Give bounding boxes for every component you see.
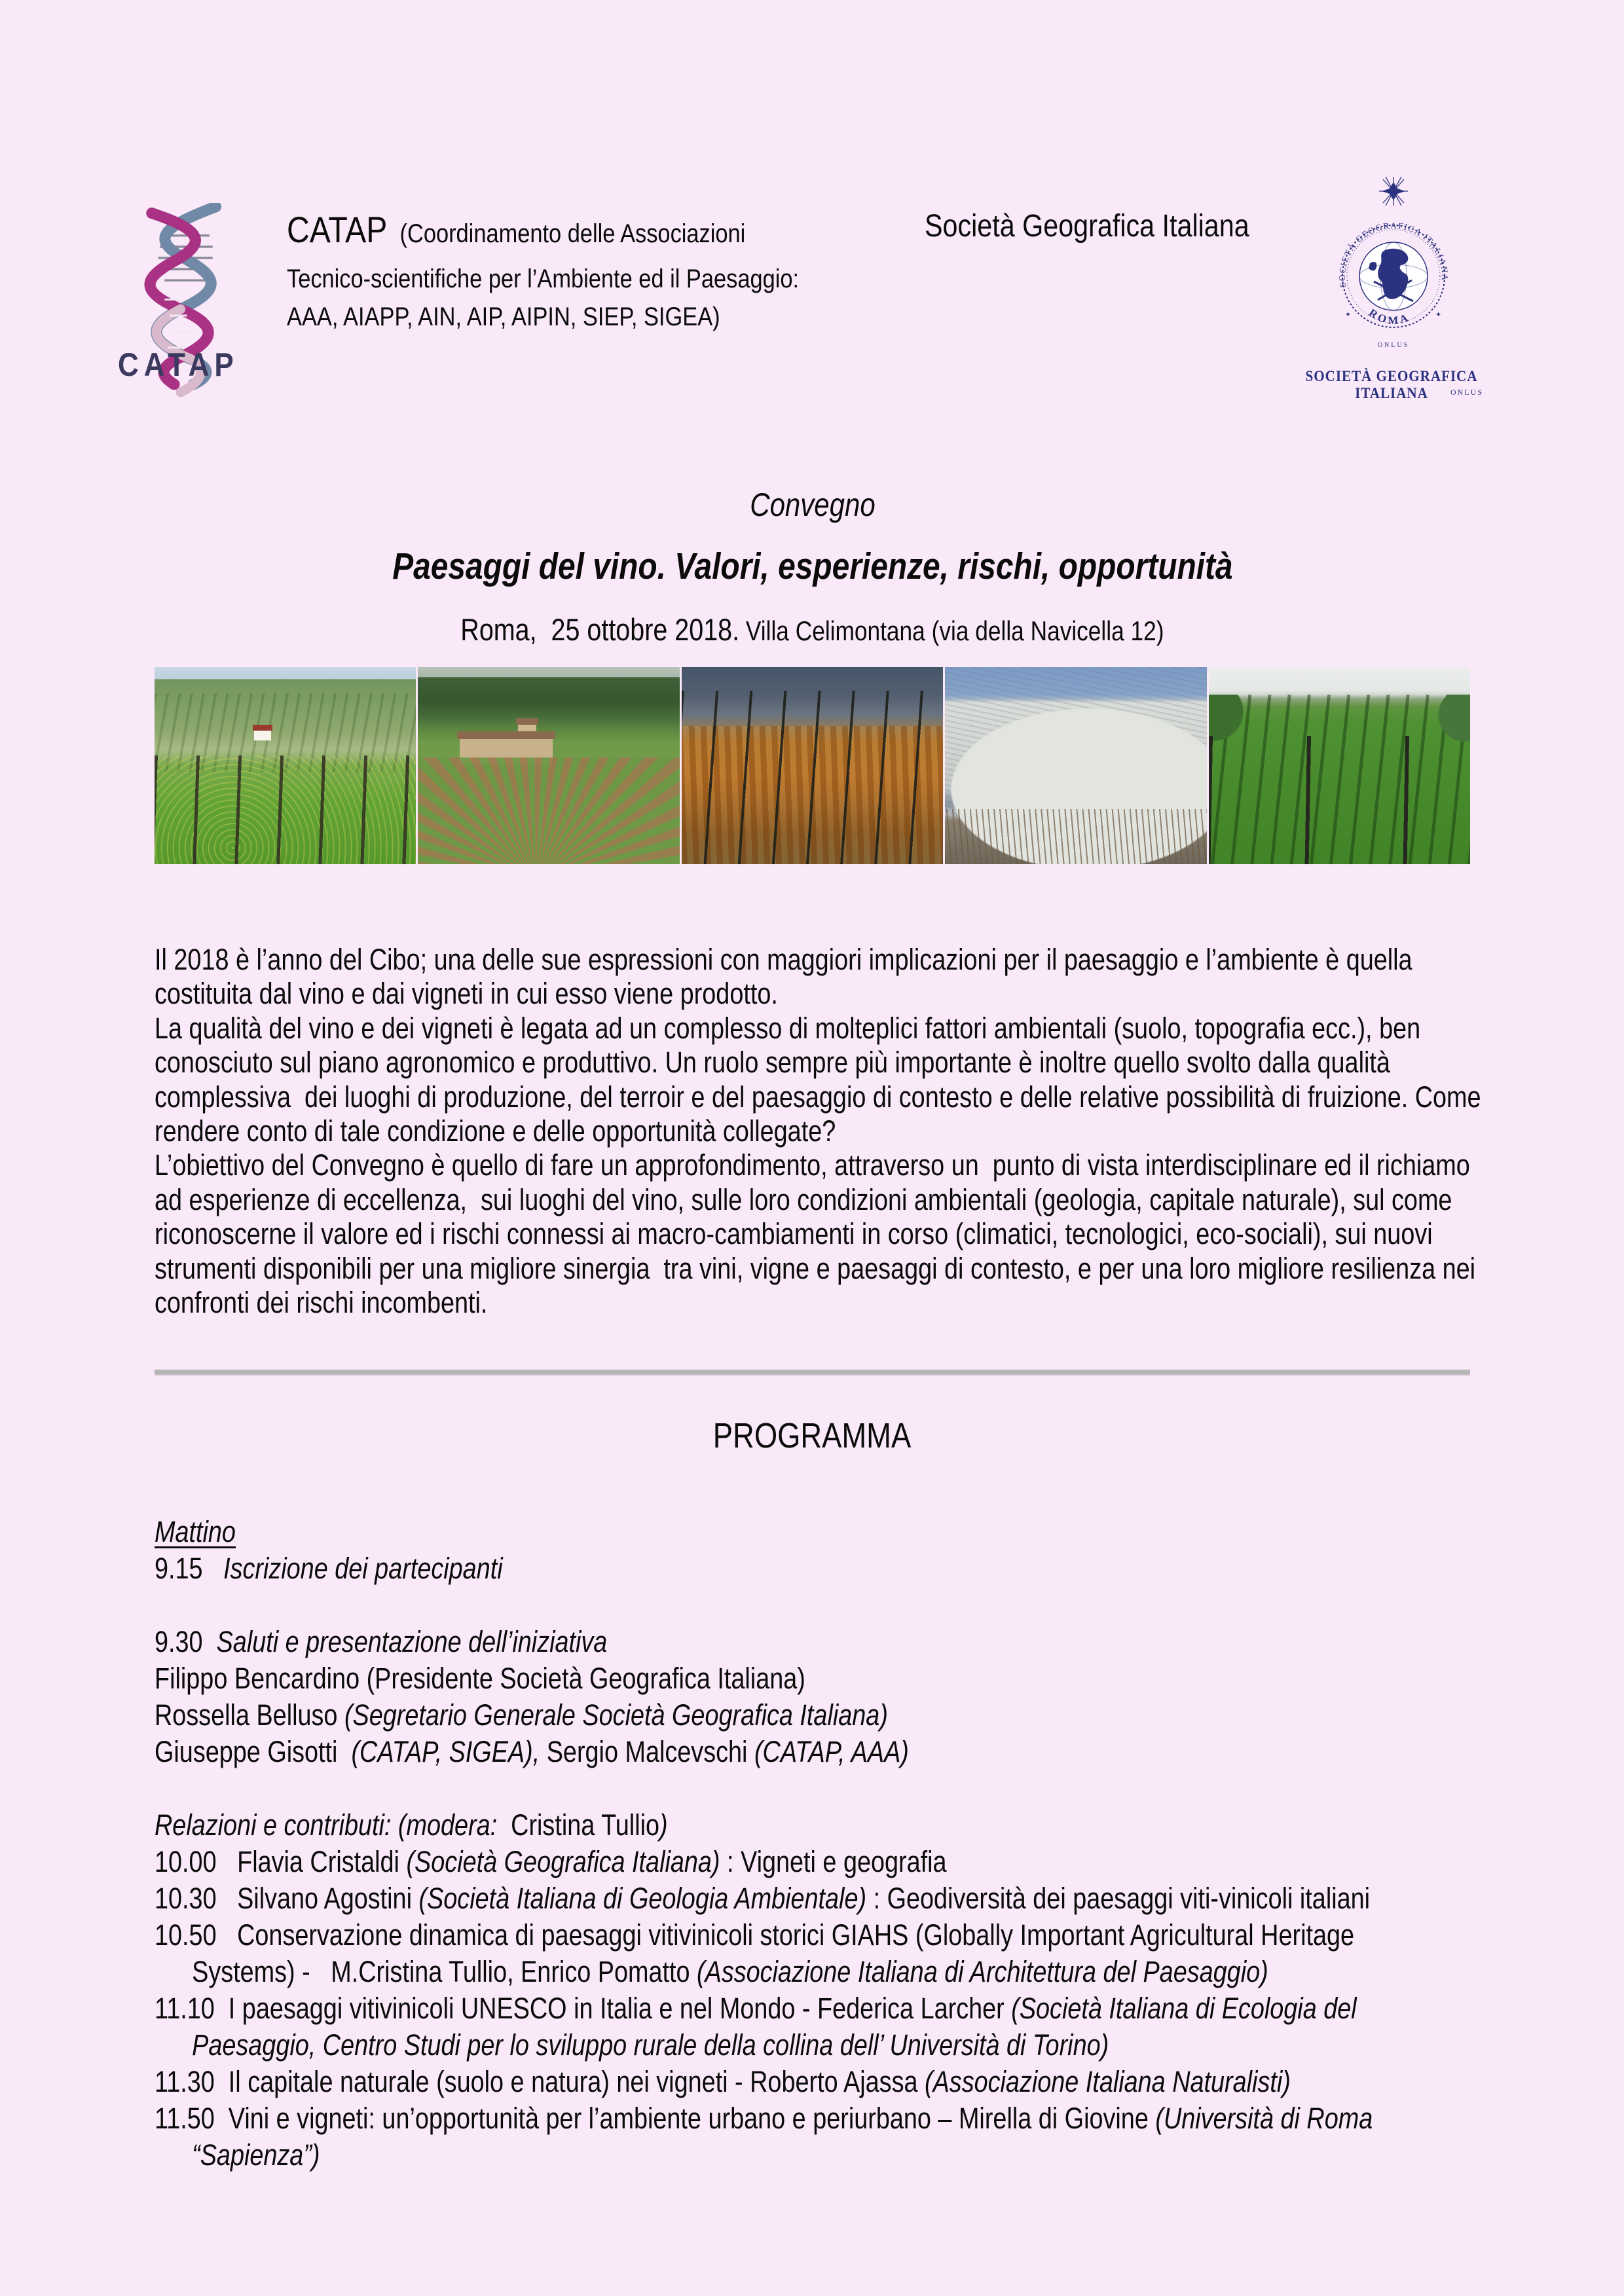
program-line-segment: 10.50 Conservazione dinamica di paesaggi vitivinicoli storici GIAHS (Globally Important Agricultural Heritage: [155, 1918, 1355, 1952]
sgi-emblem-onlus: ONLUS: [1377, 342, 1410, 349]
program-line: [155, 1917, 1470, 1954]
program-line-segment: Systems) - M.Cristina Tullio, Enrico Pomatto: [192, 1955, 697, 1988]
svg-text:✦: ✦: [1345, 311, 1352, 319]
catap-desc-3: AAA, AIAPP, AIN, AIP, AIPIN, SIEP, SIGEA): [287, 302, 720, 331]
program-line: [155, 1734, 1470, 1770]
program-line: [155, 1514, 1470, 1550]
program-line: [155, 1954, 1470, 1990]
program-line: [155, 2027, 1470, 2064]
section-divider: [155, 1370, 1470, 1376]
event-venue-row: [155, 611, 1470, 647]
program-line-segment: Sergio Malcevschi: [540, 1735, 754, 1768]
intro-line: complessiva dei luoghi di produzione, del terroir e del paesaggio di contesto e delle relative possibilità di fruizione. Come: [155, 1080, 1481, 1114]
sgi-emblem: [1315, 172, 1472, 368]
program-line-segment: 10.00 Flavia Cristaldi: [155, 1845, 407, 1878]
svg-text:✦: ✦: [1435, 311, 1442, 319]
intro-line: Il 2018 è l’anno del Cibo; una delle sue espressioni con maggiori implicazioni per il paesaggio e l’ambiente è quella: [155, 943, 1412, 976]
photo-autumn-vineyard-poles: [682, 667, 943, 864]
program-line-segment: 11.30 Il capitale naturale (suolo e natura) nei vigneti - Roberto Ajassa: [155, 2065, 925, 2098]
catap-logo-wordmark: CATAP: [118, 346, 239, 383]
program-line-segment: : Vigneti e geografia: [720, 1845, 947, 1878]
photo-green-vineyard-rows: [1209, 667, 1470, 864]
program-line-segment: (Segretario Generale Società Geografica Italiana): [344, 1698, 888, 1732]
program-line: [155, 1550, 1470, 1587]
sgi-name: Società Geografica Italiana: [925, 209, 1249, 244]
sgi-caption: SOCIETÀ GEOGRAFICA ITALIANA: [1305, 368, 1478, 401]
program-line-segment: 9.30: [155, 1625, 217, 1658]
photo-strip: [155, 667, 1470, 864]
sgi-emblem-arc-text: SOCIETÀ GEOGRAFICA ITALIANA: [1337, 220, 1450, 288]
event-location: Villa Celimontana (via della Navicella 12): [739, 615, 1164, 646]
intro-line: costituita dal vino e dai vigneti in cui esso viene prodotto.: [155, 977, 778, 1011]
program-line-segment: Mattino: [155, 1515, 236, 1548]
intro-line: conosciuto sul piano agronomico e produttivo. Un ruolo sempre più importante è inoltre quello svolto dalla qualità: [155, 1046, 1390, 1080]
program-line: [155, 2100, 1470, 2137]
photo-farmhouse-vineyard: [418, 667, 679, 864]
catap-header-line1: [287, 208, 906, 251]
intro-line: La qualità del vino e dei vigneti è legata ad un complesso di molteplici fattori ambientali (suolo, topografia ecc.), ben: [155, 1011, 1421, 1045]
program-line-segment: Cristina Tullio: [497, 1808, 660, 1842]
program-line-segment: Paesaggio, Centro Studi per lo sviluppo rurale della collina dell’ Università di Torino): [192, 2028, 1109, 2062]
program-blank-line: [155, 1770, 1470, 1807]
program-line: [155, 1880, 1470, 1917]
program-line-segment: 11.10 I paesaggi vitivinicoli UNESCO in Italia e nel Mondo - Federica Larcher: [155, 1992, 1012, 2025]
photo-hail-net-covered-vineyard: [945, 667, 1206, 864]
program-line-segment: : Geodiversità dei paesaggi viti-vinicoli italiani: [866, 1882, 1371, 1915]
program-line: [155, 1624, 1470, 1660]
event-date: Roma, 25 ottobre 2018.: [460, 612, 740, 647]
program-line-segment: Iscrizione dei partecipanti: [223, 1552, 503, 1585]
sgi-caption-sub: ONLUS: [1450, 388, 1483, 397]
catap-header-block: [287, 208, 1007, 336]
program-line-segment: (CATAP, SIGEA),: [351, 1735, 540, 1768]
intro-line: rendere conto di tale condizione e delle opportunità collegate?: [155, 1114, 836, 1148]
program-line-segment: (Associazione Italiana di Architettura del Paesaggio): [697, 1955, 1268, 1988]
program-line: [155, 2064, 1470, 2100]
program-line-segment: ): [659, 1808, 668, 1842]
event-title-row: [155, 545, 1470, 588]
program-line-segment: Rossella Belluso: [155, 1698, 344, 1732]
program-line: [155, 1990, 1470, 2027]
program-line-segment: (Associazione Italiana Naturalisti): [925, 2065, 1291, 2098]
program-line-segment: (CATAP, AAA): [754, 1735, 909, 1768]
program-line-segment: (Società Italiana di Ecologia del: [1011, 1992, 1357, 2025]
program-blank-line: [155, 1587, 1470, 1624]
program-line-segment: Giuseppe Gisotti: [155, 1735, 352, 1768]
event-venue: [460, 611, 1164, 647]
program-line-segment: 10.30 Silvano Agostini: [155, 1882, 419, 1915]
program-line: [155, 2137, 1470, 2174]
event-kicker-row: [155, 486, 1470, 524]
sgi-globe-icon: [1315, 172, 1472, 368]
intro-line: ad esperienze di eccellenza, sui luoghi del vino, sulle loro condizioni ambientali (geologia, capitale naturale), sul come: [155, 1182, 1452, 1216]
intro-line: confronti dei rischi incombenti.: [155, 1285, 488, 1319]
program-heading: PROGRAMMA: [713, 1416, 912, 1455]
program-heading-row: [155, 1415, 1470, 1456]
program-line-segment: (Università di Roma: [1155, 2102, 1373, 2135]
intro-paragraphs: [155, 943, 1481, 1320]
program-line-segment: (Società Geografica Italiana): [406, 1845, 720, 1878]
program-line-segment: Filippo Bencardino (Presidente Società Geografica Italiana): [155, 1662, 805, 1695]
intro-line: riconoscerne il valore ed i rischi connessi ai macro-cambiamenti in corso (climatici, tecnologici, eco-sociali), sui nuovi: [155, 1217, 1433, 1251]
intro-line: L’obiettivo del Convegno è quello di fare un approfondimento, attraverso un punto di vista interdisciplinare ed il richiamo: [155, 1148, 1470, 1182]
program-line-segment: Relazioni e contributi: (modera:: [155, 1808, 498, 1842]
catap-desc-2: Tecnico-scientifiche per l’Ambiente ed il Paesaggio:: [287, 264, 800, 293]
sgi-emblem-roma: ROMA: [1366, 306, 1412, 327]
program-line: [155, 1660, 1470, 1697]
photo-vineyard-hills-village: [155, 667, 416, 864]
program-line-segment: “Sapienza”): [192, 2138, 320, 2172]
program-line-segment: Saluti e presentazione dell’iniziativa: [216, 1625, 608, 1658]
intro-line: strumenti disponibili per una migliore sinergia tra vini, vigne e paesaggi di contesto, e per una loro migliore resilienza nei: [155, 1251, 1476, 1285]
program-line: [155, 1807, 1470, 1844]
program-line-segment: 9.15: [155, 1552, 224, 1585]
program-line-segment: 11.50 Vini e vigneti: un’opportunità per l’ambiente urbano e periurbano – Mirella di Giovine: [155, 2102, 1156, 2135]
program-lines: [155, 1514, 1470, 2174]
program-line-segment: (Società Italiana di Geologia Ambientale): [418, 1882, 867, 1915]
catap-name: CATAP: [287, 209, 388, 250]
catap-desc-1: (Coordinamento delle Associazioni: [387, 219, 746, 248]
program-line: [155, 1844, 1470, 1880]
event-kicker: Convegno: [749, 486, 876, 523]
event-title: Paesaggi del vino. Valori, esperienze, rischi, opportunità: [392, 545, 1233, 587]
program-line: [155, 1697, 1470, 1734]
